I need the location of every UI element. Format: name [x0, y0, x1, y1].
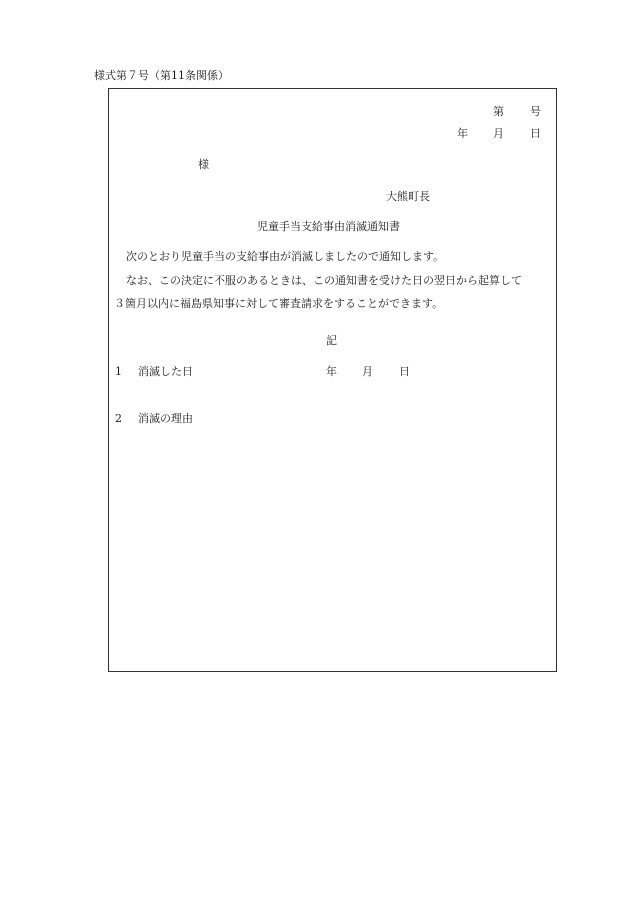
- item-2-label: 消滅の理由: [138, 412, 193, 425]
- document-frame: [108, 88, 557, 672]
- body-paragraph-1: 次のとおり児童手当の支給事由が消滅しましたので通知します。: [126, 250, 445, 263]
- item-1-month: 月: [362, 365, 373, 378]
- item-1-label: 消滅した日: [138, 365, 193, 378]
- item-1-year: 年: [326, 365, 337, 378]
- addressee-suffix: 様: [198, 158, 209, 171]
- document-number-dai: 第: [493, 105, 504, 118]
- item-1-day: 日: [399, 365, 410, 378]
- issue-date-month: 月: [493, 127, 504, 140]
- item-1-number: 1: [115, 365, 122, 378]
- sender-name: 大熊町長: [386, 190, 430, 203]
- body-paragraph-2-line-1: なお、この決定に不服のあるときは、この通知書を受けた日の翌日から起算して: [126, 274, 522, 287]
- item-2-number: 2: [115, 412, 122, 425]
- ki-heading: 記: [326, 334, 337, 347]
- document-number-gou: 号: [530, 105, 541, 118]
- form-number-label: 様式第７号（第11条関係）: [94, 69, 229, 82]
- issue-date-day: 日: [530, 127, 541, 140]
- body-paragraph-2-line-2: ３箇月以内に福島県知事に対して審査請求をすることができます。: [114, 297, 444, 310]
- issue-date-year: 年: [457, 127, 468, 140]
- document-title: 児童手当支給事由消滅通知書: [257, 220, 400, 233]
